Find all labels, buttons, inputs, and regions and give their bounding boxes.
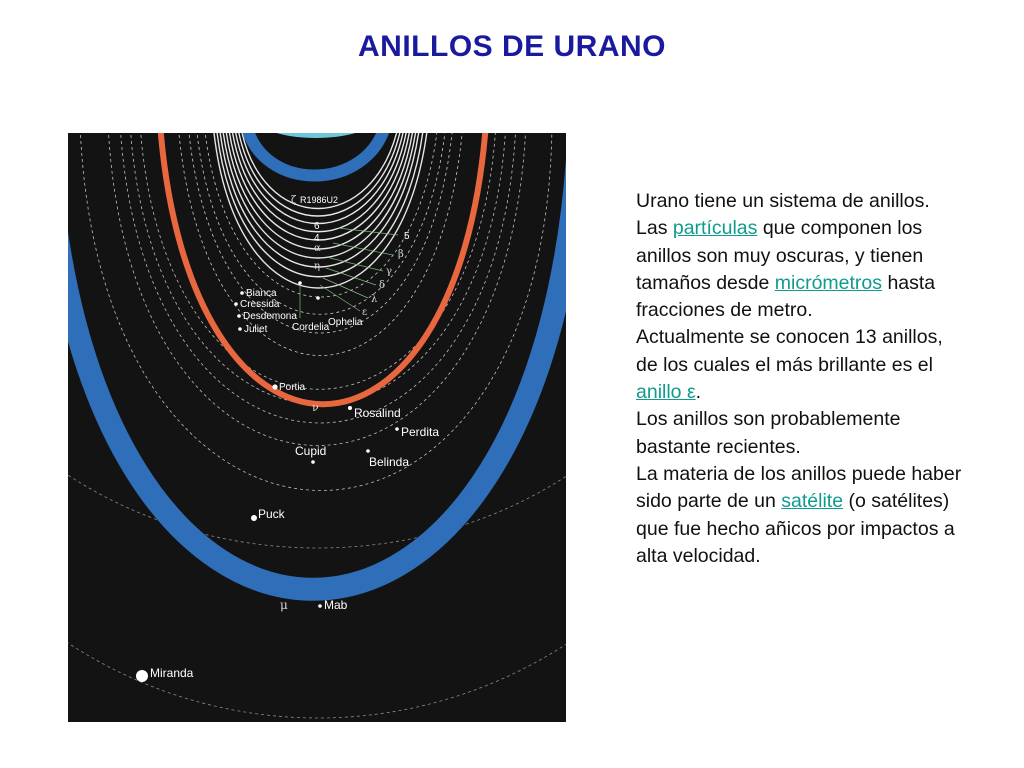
moon-rosalind-dot (348, 406, 352, 410)
moon-cordelia-label: Cordelia (292, 322, 330, 333)
moon-bianca-label: Bianca (246, 288, 277, 299)
paragraph-origin (636, 461, 966, 570)
link-particulas[interactable]: partículas (672, 217, 758, 240)
paragraph-age: Los anillos son probablemente bastante recientes. (636, 408, 901, 458)
leader-lambda (323, 278, 368, 298)
moon-desdemona-dot (237, 314, 241, 318)
main-rings (213, 133, 428, 288)
label-lambda: λ (371, 294, 378, 305)
moon-portia-dot (272, 384, 277, 389)
label-r1986u2: R1986U2 (300, 195, 339, 205)
uranus-rings-diagram (68, 133, 566, 722)
label-delta: δ (379, 280, 386, 291)
label-6: 6 (314, 221, 320, 232)
moon-cressida-dot (234, 302, 238, 306)
moon-cordelia-dot (298, 281, 302, 285)
moon-belinda-dot (366, 449, 370, 453)
moon-perdita-dot (395, 427, 399, 431)
text-segment: Urano tiene un sistema de anillos. Las (636, 190, 930, 240)
link-micrometros[interactable]: micrómetros (774, 271, 883, 294)
paragraph-count (636, 324, 966, 406)
moon-cupid-dot (311, 460, 315, 464)
rings-svg (68, 133, 566, 722)
link-anillo-epsilon[interactable]: anillo ε (636, 381, 696, 404)
moon-cressida-label: Cressida (240, 299, 280, 310)
label-mu: μ (280, 598, 288, 612)
moon-ophelia-dot (316, 296, 320, 300)
moon-portia-label: Portia (279, 382, 306, 393)
moon-belinda-label: Belinda (369, 455, 410, 469)
label-5: 5 (404, 231, 410, 242)
moon-miranda-label: Miranda (150, 666, 194, 680)
label-epsilon: ε (362, 307, 368, 318)
ring-zeta (246, 133, 386, 176)
page-title: ANILLOS DE URANO (358, 30, 666, 63)
moon-juliet-dot (238, 327, 242, 331)
paragraph-particles (636, 188, 966, 324)
label-4: 4 (314, 233, 320, 244)
moon-juliet-label: Juliet (244, 324, 268, 335)
text-segment: Actualmente se conocen 13 anillos, de los cuales el más brillante es el (636, 326, 943, 376)
moon-mab-label: Mab (324, 598, 348, 612)
moon-cupid-label: Cupid (295, 444, 327, 458)
moon-miranda-dot (136, 670, 148, 682)
label-alpha: α (314, 243, 321, 254)
label-zeta: ζ (291, 195, 297, 206)
moon-puck-label: Puck (258, 507, 285, 521)
moon-ophelia-label: Ophelia (328, 317, 363, 328)
description-text (636, 188, 966, 570)
planet-uranus (260, 133, 373, 138)
leader-epsilon (320, 285, 360, 311)
label-beta: β (398, 249, 404, 260)
link-satelite[interactable]: satélite (781, 490, 844, 513)
moon-rosalind-label: Rosalind (354, 406, 401, 420)
moon-desdemona-label: Desdemona (243, 311, 297, 322)
label-eta: η (314, 261, 320, 272)
text-segment: hasta fracciones de metro. (636, 271, 936, 322)
text-segment: La materia de los anillos puede haber sido parte de un (636, 462, 962, 513)
moon-perdita-label: Perdita (401, 425, 440, 439)
label-gamma: γ (386, 266, 392, 277)
text-segment: . (695, 381, 702, 404)
moon-mab-dot (318, 604, 322, 608)
text-segment: que componen los anillos son muy oscuras, y tienen tamaños desde (636, 217, 924, 294)
text-segment: (o satélites) que fue hecho añicos por impactos a alta velocidad. (636, 490, 955, 567)
moon-bianca-dot (240, 291, 244, 295)
moon-puck-dot (251, 515, 257, 521)
label-nu: ν (312, 401, 319, 414)
